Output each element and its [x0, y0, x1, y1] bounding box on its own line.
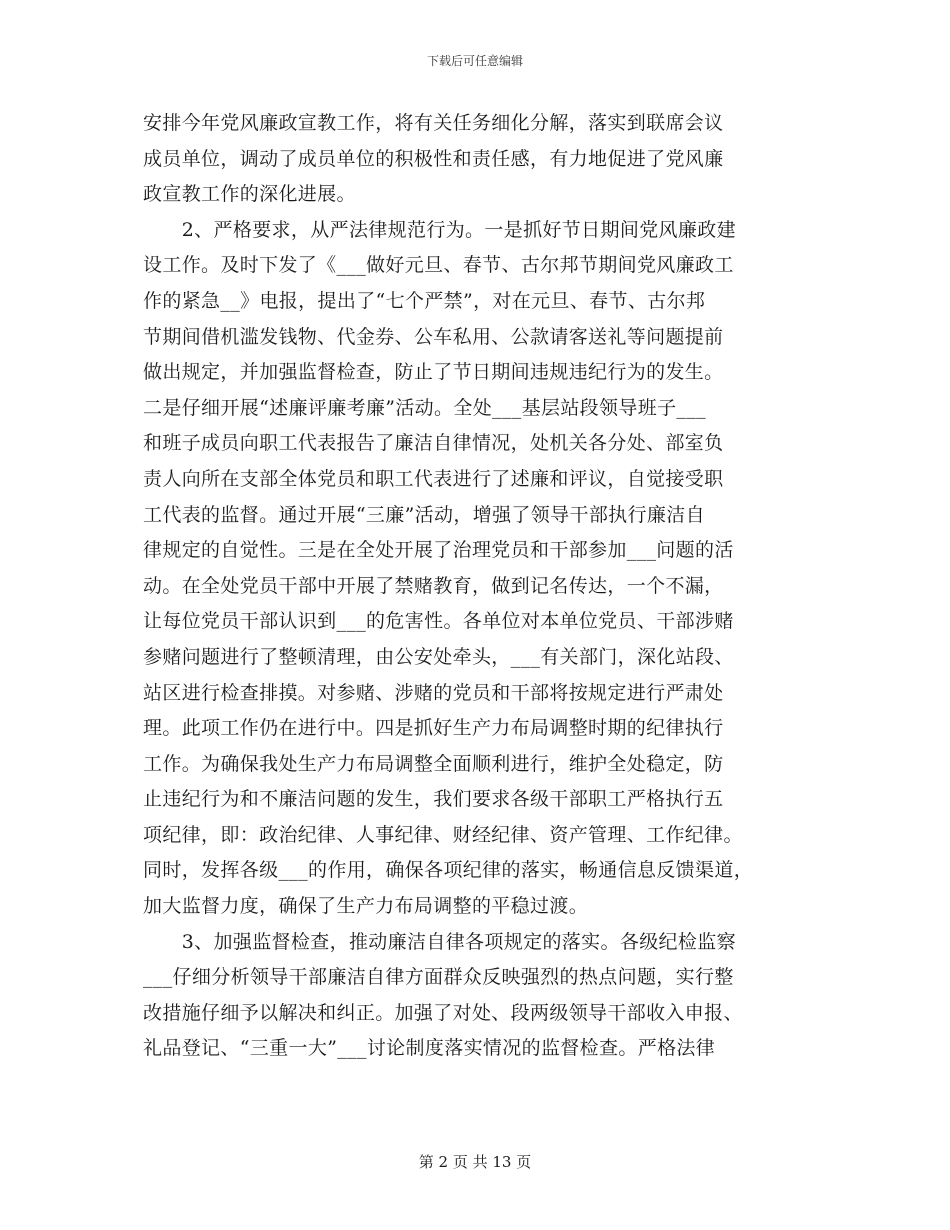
text-line: 项纪律，即：政治纪律、人事纪律、财经纪律、资产管理、工作纪律。 [143, 823, 743, 846]
text-line: 作的紧急__》电报，提出了“七个严禁”，对在元旦、春节、古尔邦 [143, 289, 706, 312]
text-line: 理。此项工作仍在进行中。四是抓好生产力布局调整时期的纪律执行 [143, 717, 724, 740]
text-line: 加大监督力度，确保了生产力布局调整的平稳过渡。 [143, 895, 589, 918]
text-line: 礼品登记、“三重一大”___讨论制度落实情况的监督检查。严格法律 [143, 1037, 716, 1060]
text-line: 节期间借机滥发钱物、代金券、公车私用、公款请客送礼等问题提前 [143, 325, 724, 348]
text-line: 做出规定，并加强监督检查，防止了节日期间违规违纪行为的发生。 [143, 361, 724, 384]
text-line: 2、严格要求，从严法律规范行为。一是抓好节日期间党风廉政建 [143, 218, 736, 241]
page-header-note: 下载后可任意编辑 [426, 54, 523, 68]
text-line: 成员单位，调动了成员单位的积极性和责任感，有力地促进了党风廉 [143, 147, 724, 170]
text-line: 律规定的自觉性。三是在全处开展了治理党员和干部参加___问题的活 [143, 539, 734, 562]
page-number: 第 2 页 共 13 页 [418, 1153, 532, 1171]
text-line: 动。在全处党员干部中开展了禁赌教育，做到记名传达，一个不漏， [143, 574, 724, 597]
text-line: ___仔细分析领导干部廉洁自律方面群众反映强烈的热点问题，实行整 [143, 966, 734, 989]
text-line: 二是仔细开展“述廉评廉考廉”活动。全处___基层站段领导班子___ [143, 396, 706, 419]
text-line: 3、加强监督检查，推动廉洁自律各项规定的落实。各级纪检监察 [143, 930, 736, 953]
document-body [143, 106, 815, 1067]
text-line: 止违纪行为和不廉洁问题的发生，我们要求各级干部职工严格执行五 [143, 788, 724, 811]
text-line: 政宣教工作的深化进展。 [143, 183, 356, 206]
text-line: 同时，发挥各级___的作用，确保各项纪律的落实，畅通信息反馈渠道， [143, 859, 754, 882]
text-line: 和班子成员向职工代表报告了廉洁自律情况，处机关各分处、部室负 [143, 432, 724, 455]
text-line: 工作。为确保我处生产力布局调整全面顺利进行，维护全处稳定，防 [143, 752, 724, 775]
text-line: 设工作。及时下发了《___做好元旦、春节、古尔邦节期间党风廉政工 [143, 254, 734, 277]
text-line: 工代表的监督。通过开展“三廉”活动，增强了领导干部执行廉洁自 [143, 503, 705, 526]
text-line: 安排今年党风廉政宣教工作，将有关任务细化分解，落实到联席会议 [143, 112, 724, 134]
text-line: 改措施仔细予以解决和纠正。加强了对处、段两级领导干部收入申报、 [143, 1001, 743, 1024]
text-line: 让每位党员干部认识到___的危害性。各单位对本单位党员、干部涉赌 [143, 610, 734, 633]
text-line: 参赌问题进行了整顿清理，由公安处牵头，___有关部门，深化站段、 [143, 645, 734, 668]
text-line: 站区进行检查排摸。对参赌、涉赌的党员和干部将按规定进行严肃处 [143, 681, 724, 704]
text-line: 责人向所在支部全体党员和职工代表进行了述廉和评议，自觉接受职 [143, 467, 724, 490]
